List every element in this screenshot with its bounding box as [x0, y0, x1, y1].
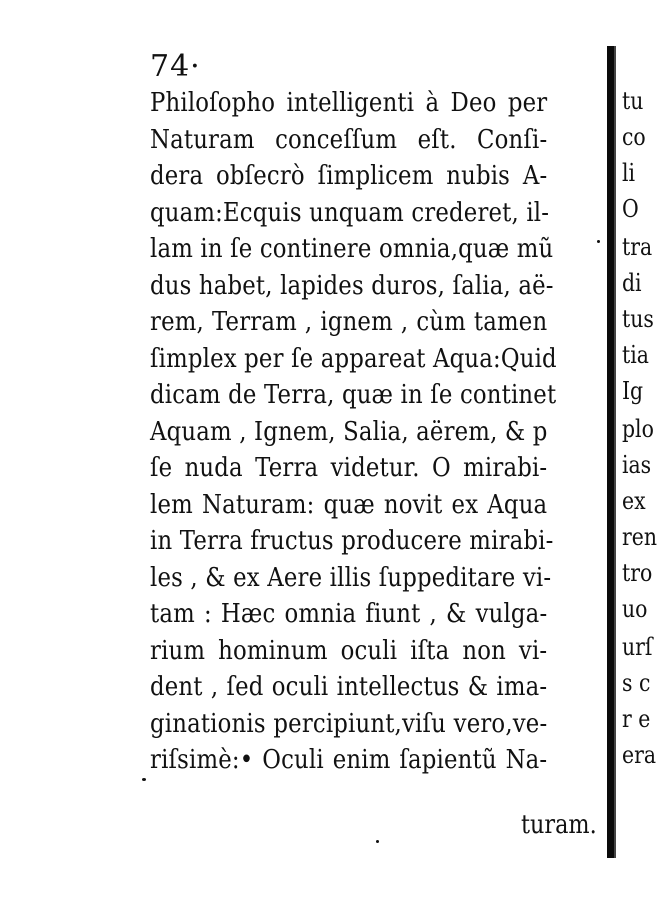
text-line: ſe nuda Terra videtur. O mirabi-: [150, 452, 548, 483]
facing-page-fragment: ren: [622, 523, 657, 551]
text-line: lem Naturam: quæ novit ex Aqua: [150, 488, 548, 520]
text-line: Naturam conceſſum eſt. Conſi-: [150, 123, 548, 155]
facing-page-fragment: ex: [622, 487, 646, 515]
facing-page-fragment: urſ: [622, 633, 653, 661]
text-line: lam in ſe continere omnia,quæ mũ: [150, 233, 554, 264]
facing-page-fragment: tia: [622, 341, 649, 369]
facing-page-fragment: s c: [622, 669, 651, 697]
text-line: les , & ex Aere illis ſuppeditare vi-: [150, 561, 552, 593]
facing-page-fragment: O: [622, 195, 639, 223]
ink-speck: [597, 240, 600, 243]
text-line: dicam de Terra, quæ in ſe continet: [150, 379, 557, 410]
text-line: Aquam , Ignem, Salia, aërem, & p: [150, 415, 548, 447]
text-line: rium hominum oculi iſta non vi-: [150, 634, 548, 666]
text-line: ſimplex per ſe appareat Aqua:Quid: [150, 342, 557, 374]
page-number: 74·: [150, 49, 201, 84]
facing-page-fragment: r e: [622, 705, 651, 733]
facing-page-fragment: ias: [622, 451, 652, 479]
facing-page-fragment: di: [622, 269, 642, 297]
facing-page-fragment: uo: [622, 595, 648, 623]
text-line: dus habet, lapides duros, ſalia, aë-: [150, 269, 554, 301]
text-line: dera obſecrò ſimplicem nubis A-: [150, 160, 548, 191]
facing-page-fragment: plo: [622, 415, 654, 443]
facing-page-fragment: Ig: [622, 377, 644, 405]
gutter-shadow: [607, 46, 614, 858]
text-line: quam:Ecquis unquam crederet, il-: [150, 196, 550, 228]
text-line: in Terra fructus producere mirabi-: [150, 525, 554, 556]
gutter-shadow-edge: [614, 46, 616, 858]
facing-page-fragment: era: [622, 741, 656, 769]
facing-page-fragment: tra: [622, 233, 653, 261]
ink-speck: [376, 840, 379, 843]
text-line: riſsimè:• Oculi enim ſapientũ Na-: [150, 744, 548, 775]
facing-page-fragment: co: [622, 123, 646, 151]
facing-page-edge: [622, 86, 658, 806]
text-line: tam : Hæc omnia fiunt , & vulga-: [150, 598, 548, 629]
facing-page-fragment: tus: [622, 305, 654, 333]
text-line: ginationis percipiunt,viſu vero,ve-: [150, 707, 548, 739]
text-line: rem, Terram , ignem , cùm tamen: [150, 306, 548, 337]
catchword: turam.: [521, 810, 597, 840]
text-line: dent , ſed oculi intellectus & ima-: [150, 671, 548, 702]
facing-page-fragment: tu: [622, 87, 644, 115]
ink-speck: [142, 778, 146, 781]
facing-page-fragment: li: [622, 159, 636, 187]
text-line: Philoſopho intelligenti à Deo per: [150, 87, 548, 118]
facing-page-fragment: tro: [622, 559, 653, 587]
